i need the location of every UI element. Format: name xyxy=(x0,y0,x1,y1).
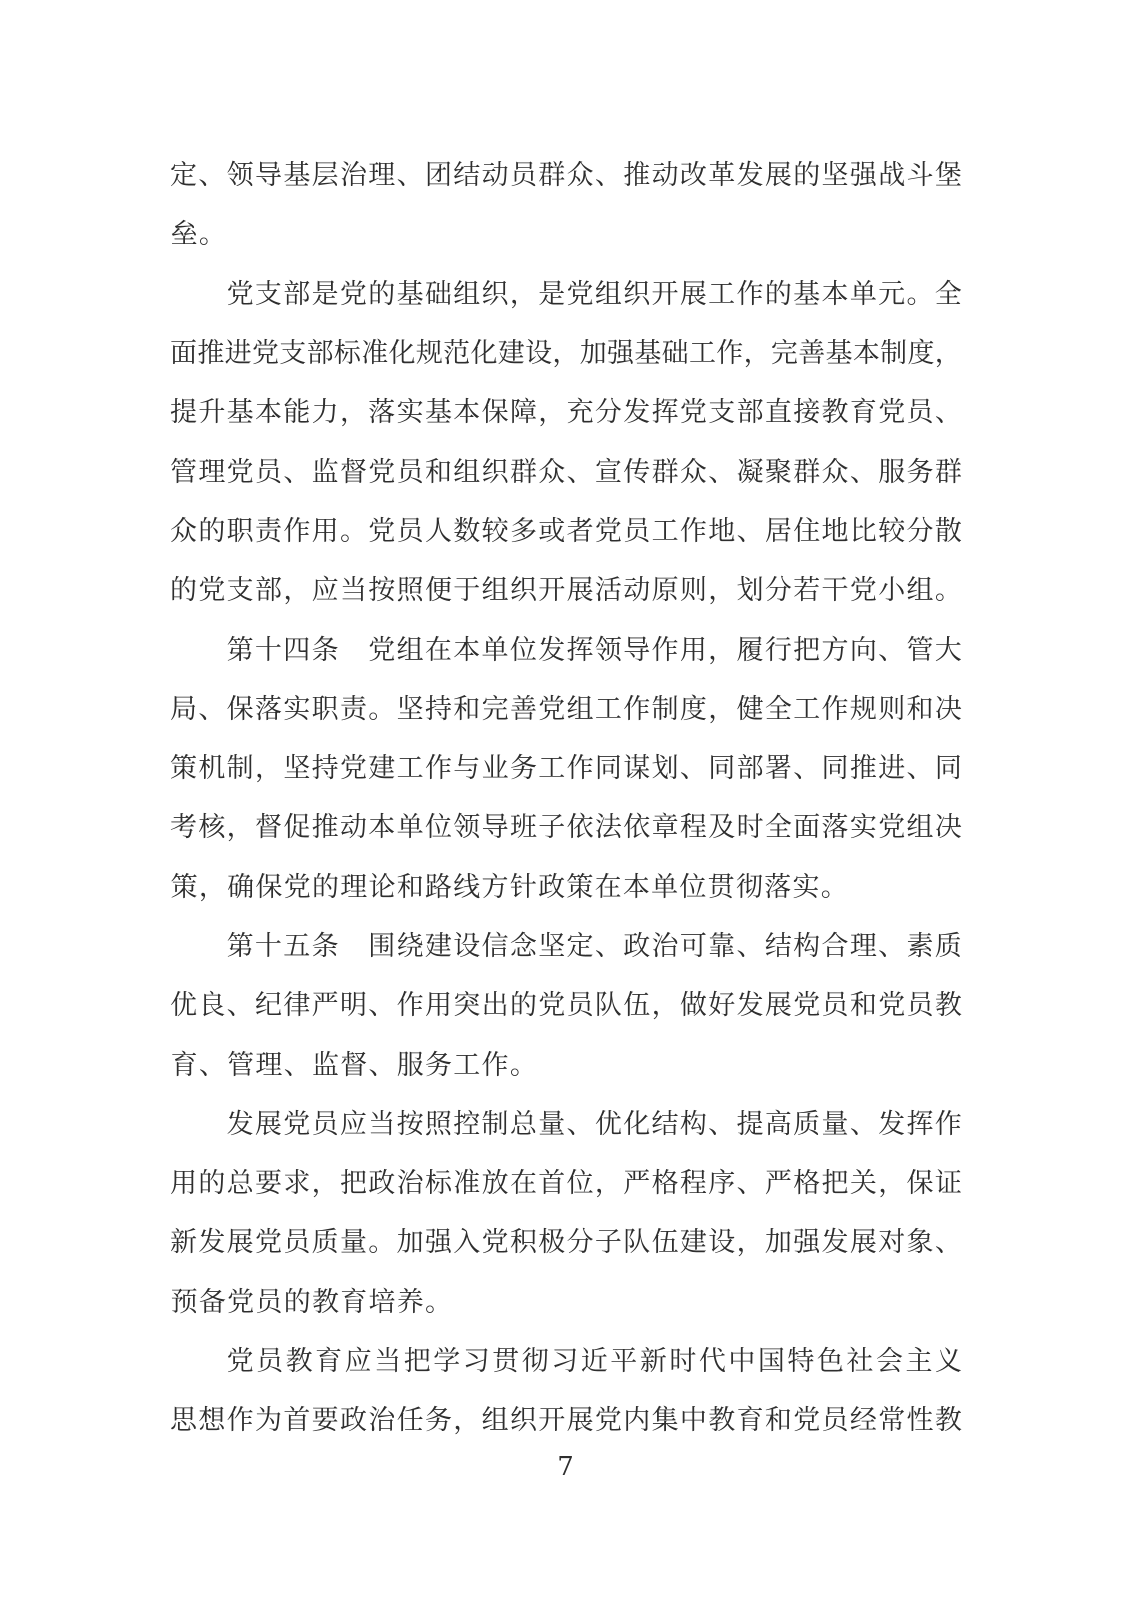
text-line: 策 ， 确 保 党 的 理 论 和 路 线 方 针 政 策 在 本 单 位 贯 彻 落 实 。 xyxy=(170,871,848,903)
text-line: 策 机 制 ， 坚 持 党 建 工 作 与 业 务 工 作 同 谋 划 、 同 部 署 、 同 推 进 、 同 xyxy=(170,753,962,785)
text-line: 第 十 五 条 围 绕 建 设 信 念 坚 定 、 政 治 可 靠 、 结 构 合 理 、 素 质 xyxy=(226,931,962,962)
text-line: 优 良 、 纪 律 严 明 、 作 用 突 出 的 党 员 队 伍 ， 做 好 发 展 党 员 和 党 员 教 xyxy=(170,990,962,1022)
text-line: 新 发 展 党 员 质 量 。 加 强 入 党 积 极 分 子 队 伍 建 设 ， 加 强 发 展 对 象 、 xyxy=(170,1227,962,1259)
text-line: 面 推 进 党 支 部 标 准 化 规 范 化 建 设 ， 加 强 基 础 工 作 ， 完 善 基 本 制 度 ， xyxy=(170,338,962,370)
text-line: 育 、 管 理 、 监 督 、 服 务 工 作 。 xyxy=(170,1049,537,1081)
text-line: 的 党 支 部 ， 应 当 按 照 便 于 组 织 开 展 活 动 原 则 ， 划 分 若 干 党 小 组 。 xyxy=(170,575,962,607)
text-line: 众 的 职 责 作 用 。 党 员 人 数 较 多 或 者 党 员 工 作 地 、 居 住 地 比 较 分 散 xyxy=(170,515,962,547)
document-body xyxy=(170,143,962,1448)
text-line: 考 核 ， 督 促 推 动 本 单 位 领 导 班 子 依 法 依 章 程 及 时 全 面 落 实 党 组 决 xyxy=(170,812,962,844)
text-line: 党 支 部 是 党 的 基 础 组 织 ， 是 党 组 织 开 展 工 作 的 基 本 单 元 。 全 xyxy=(226,278,962,310)
text-line: 垒 。 xyxy=(170,219,226,251)
text-line: 管 理 党 员 、 监 督 党 员 和 组 织 群 众 、 宣 传 群 众 、 凝 聚 群 众 、 服 务 群 xyxy=(170,456,962,488)
text-line: 党 员 教 育 应 当 把 学 习 贯 彻 习 近 平 新 时 代 中 国 特 色 社 会 主 义 xyxy=(226,1346,962,1378)
text-line: 提 升 基 本 能 力 ， 落 实 基 本 保 障 ， 充 分 发 挥 党 支 部 直 接 教 育 党 员 、 xyxy=(170,397,962,429)
text-line: 预 备 党 员 的 教 育 培 养 。 xyxy=(170,1286,453,1318)
text-line: 第 十 四 条 党 组 在 本 单 位 发 挥 领 导 作 用 ， 履 行 把 方 向 、 管 大 xyxy=(226,634,962,666)
text-line: 局 、 保 落 实 职 责 。 坚 持 和 完 善 党 组 工 作 制 度 ， 健 全 工 作 规 则 和 决 xyxy=(170,693,962,725)
text-line: 思 想 作 为 首 要 政 治 任 务 ， 组 织 开 展 党 内 集 中 教 育 和 党 员 经 常 性 教 xyxy=(170,1405,962,1437)
page-number: 7 xyxy=(557,1452,574,1482)
text-line: 发 展 党 员 应 当 按 照 控 制 总 量 、 优 化 结 构 、 提 高 质 量 、 发 挥 作 xyxy=(226,1108,962,1140)
text-line: 定 、 领 导 基 层 治 理 、 团 结 动 员 群 众 、 推 动 改 革 发 展 的 坚 强 战 斗 堡 xyxy=(170,160,962,192)
text-line: 用 的 总 要 求 ， 把 政 治 标 准 放 在 首 位 ， 严 格 程 序 、 严 格 把 关 ， 保 证 xyxy=(170,1168,962,1200)
